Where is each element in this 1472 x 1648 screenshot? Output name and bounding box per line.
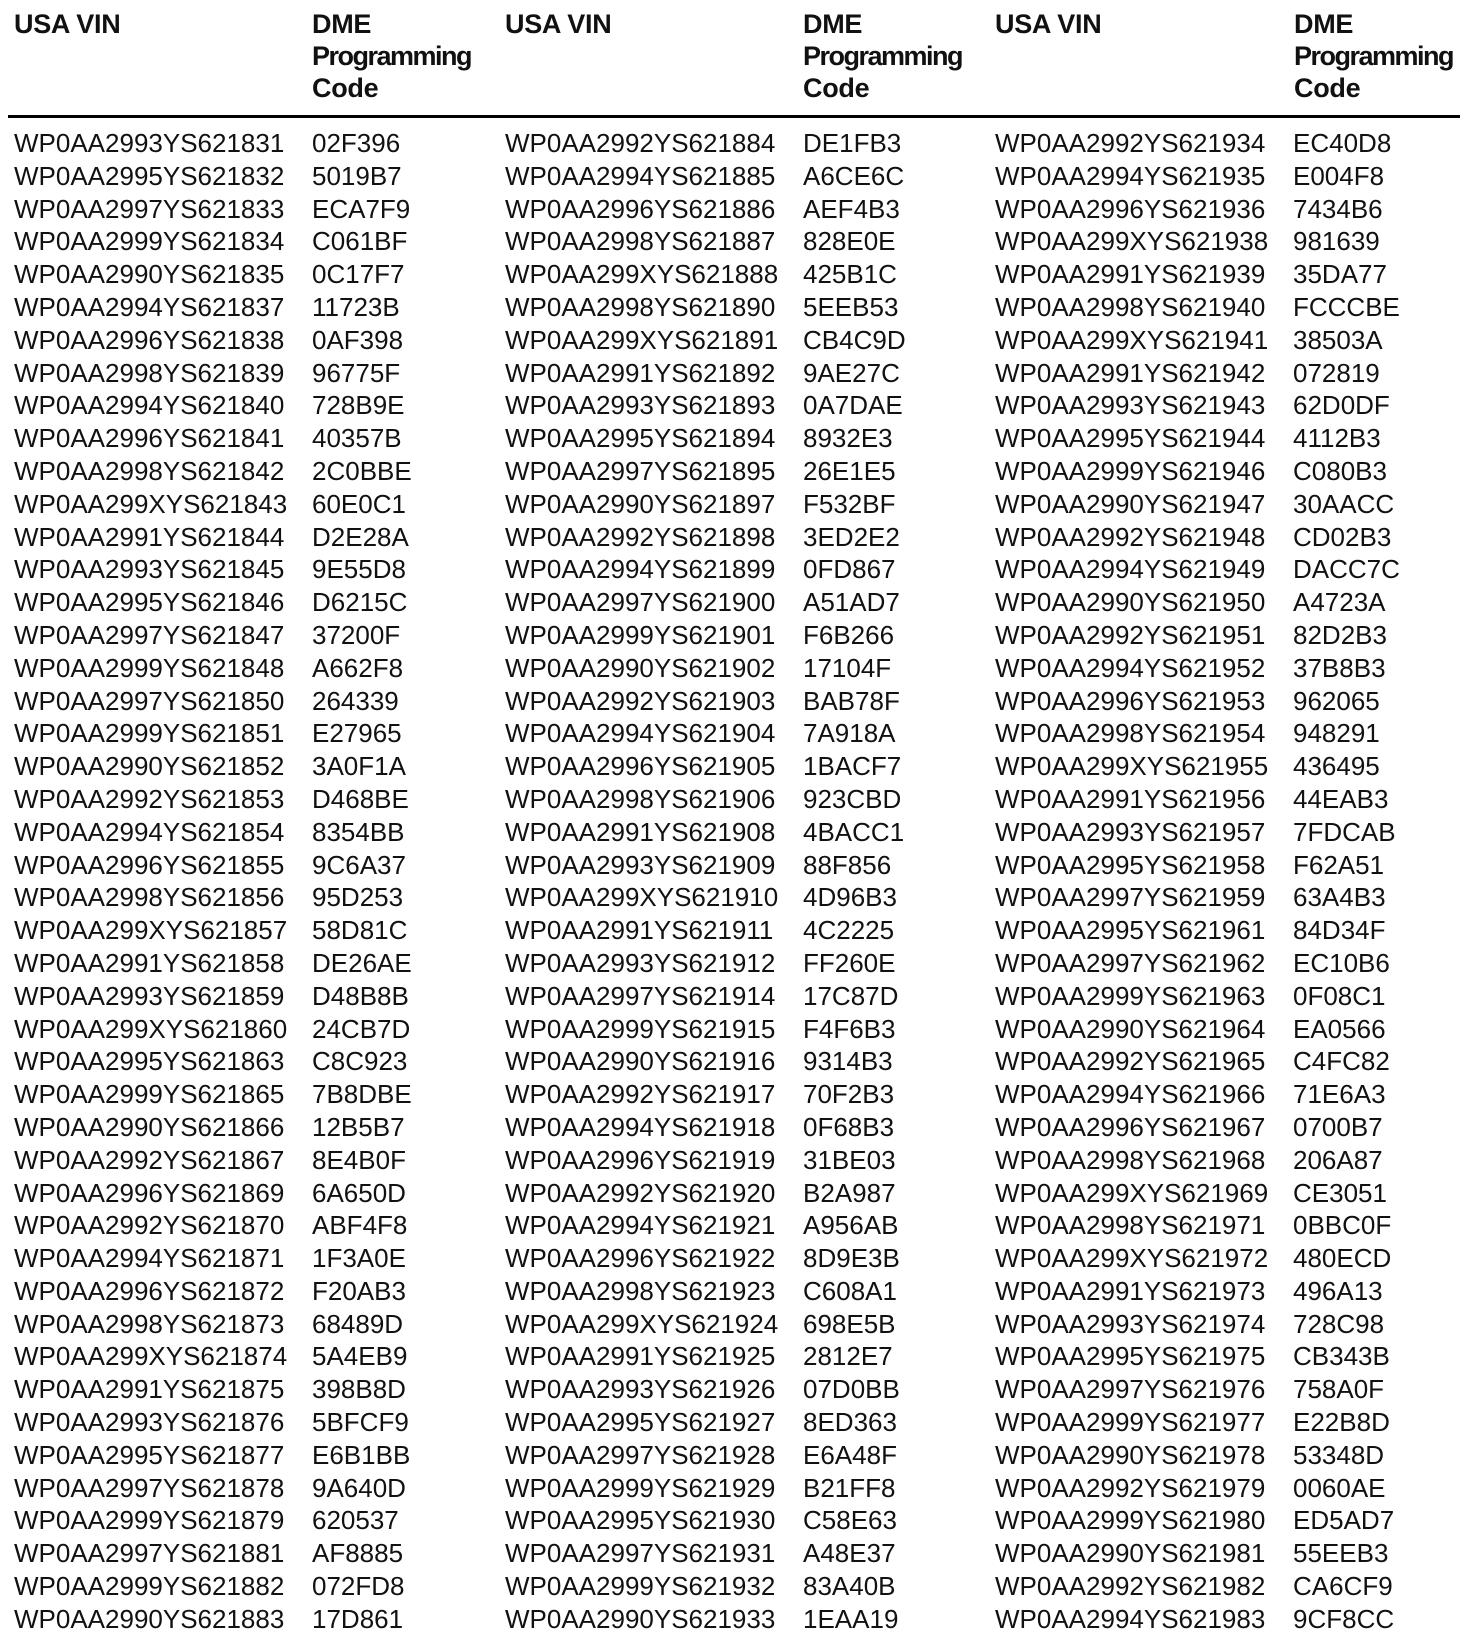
vin-cell: WP0AA2996YS621869 (14, 1177, 285, 1208)
dme-code-cell: 072FD8 (312, 1571, 405, 1602)
vin-cell: WP0AA2994YS621952 (995, 652, 1266, 683)
dme-code-cell: F6B266 (803, 619, 895, 650)
vin-cell: WP0AA2994YS621854 (14, 816, 285, 847)
vin-cell: WP0AA2994YS621840 (14, 390, 285, 421)
vin-cell: WP0AA2992YS621920 (505, 1177, 776, 1208)
dme-code-cell: 1BACF7 (803, 751, 902, 782)
vin-cell: WP0AA299XYS621910 (505, 882, 779, 913)
dme-code-cell: C4FC82 (1293, 1046, 1390, 1077)
dme-code-cell: 8932E3 (803, 423, 893, 454)
vin-cell: WP0AA2995YS621877 (14, 1439, 285, 1470)
dme-code-cell: 436495 (1293, 751, 1380, 782)
vin-cell: WP0AA2995YS621927 (505, 1407, 776, 1438)
vin-cell: WP0AA2991YS621844 (14, 521, 285, 552)
vin-cell: WP0AA299XYS621843 (14, 488, 288, 519)
dme-code-cell: 4BACC1 (803, 816, 905, 847)
dme-code-cell: 6A650D (312, 1177, 406, 1208)
dme-code-cell: DACC7C (1293, 554, 1400, 585)
dme-code-cell: E6B1BB (312, 1439, 411, 1470)
vin-cell: WP0AA2994YS621935 (995, 160, 1266, 191)
dme-code-cell: 1F3A0E (312, 1243, 406, 1274)
vin-cell: WP0AA2995YS621894 (505, 423, 776, 454)
dme-code-cell: E22B8D (1293, 1407, 1390, 1438)
dme-code-cell: CB343B (1293, 1341, 1390, 1372)
dme-code-cell: C608A1 (803, 1275, 897, 1306)
dme-code-cell: A662F8 (312, 652, 404, 683)
vin-cell: WP0AA2995YS621846 (14, 587, 285, 618)
vin-cell: WP0AA2998YS621890 (505, 291, 776, 322)
vin-cell: WP0AA2997YS621850 (14, 685, 285, 716)
vin-cell: WP0AA2997YS621962 (995, 947, 1266, 978)
vin-cell: WP0AA2994YS621871 (14, 1243, 285, 1274)
vin-cell: WP0AA299XYS621874 (14, 1341, 288, 1372)
header-usa-vin: USA VIN (14, 9, 121, 39)
dme-code-cell: A51AD7 (803, 587, 900, 618)
dme-code-cell: 923CBD (803, 783, 902, 814)
vin-cell: WP0AA2990YS621964 (995, 1013, 1266, 1044)
dme-code-cell: 88F856 (803, 849, 892, 880)
vin-cell: WP0AA299XYS621938 (995, 226, 1269, 257)
dme-code-cell: E6A48F (803, 1439, 897, 1470)
dme-code-cell: 4112B3 (1293, 423, 1381, 454)
vin-cell: WP0AA2998YS621971 (995, 1210, 1266, 1241)
dme-code-cell: DE26AE (312, 947, 412, 978)
vin-cell: WP0AA2999YS621848 (14, 652, 285, 683)
dme-code-cell: 264339 (312, 685, 399, 716)
vin-cell: WP0AA2999YS621915 (505, 1013, 776, 1044)
vin-cell: WP0AA2992YS621853 (14, 783, 285, 814)
vin-cell: WP0AA299XYS621888 (505, 259, 779, 290)
dme-code-cell: A4723A (1293, 587, 1386, 618)
vin-cell: WP0AA2999YS621834 (14, 226, 285, 257)
dme-code-cell: 4C2225 (803, 915, 895, 946)
dme-code-cell: BAB78F (803, 685, 900, 716)
vin-cell: WP0AA2999YS621879 (14, 1505, 285, 1536)
vin-cell: WP0AA2990YS621866 (14, 1111, 285, 1142)
vin-cell: WP0AA2992YS621867 (14, 1144, 285, 1175)
vin-cell: WP0AA2999YS621882 (14, 1571, 285, 1602)
dme-code-cell: 44EAB3 (1293, 783, 1389, 814)
dme-code-cell: 71E6A3 (1293, 1079, 1386, 1110)
vin-cell: WP0AA2991YS621892 (505, 357, 776, 388)
dme-code-cell: 7434B6 (1293, 193, 1383, 224)
dme-code-cell: 83A40B (803, 1571, 896, 1602)
vin-cell: WP0AA2992YS621982 (995, 1571, 1266, 1602)
vin-cell: WP0AA2994YS621983 (995, 1603, 1266, 1634)
dme-code-cell: 728C98 (1293, 1308, 1385, 1339)
dme-code-cell: 620537 (312, 1505, 399, 1536)
dme-code-cell: 9C6A37 (312, 849, 406, 880)
dme-code-cell: D6215C (312, 587, 408, 618)
vin-cell: WP0AA2992YS621934 (995, 128, 1266, 158)
vin-cell: WP0AA2999YS621929 (505, 1472, 776, 1503)
vin-cell: WP0AA2992YS621898 (505, 521, 776, 552)
dme-code-cell: 9E55D8 (312, 554, 406, 585)
vin-cell: WP0AA2991YS621911 (505, 915, 774, 946)
dme-code-cell: 480ECD (1293, 1243, 1392, 1274)
vin-cell: WP0AA2998YS621954 (995, 718, 1266, 749)
dme-code-cell: 58D81C (312, 915, 408, 946)
dme-code-cell: 8354BB (312, 816, 405, 847)
header-divider (8, 115, 1460, 118)
vin-cell: WP0AA2992YS621965 (995, 1046, 1266, 1077)
vin-cell: WP0AA2997YS621914 (505, 980, 776, 1011)
header-dme-line1: DME (312, 9, 372, 39)
vin-cell: WP0AA299XYS621972 (995, 1243, 1269, 1274)
header-dme-code (312, 8, 471, 104)
vin-cell: WP0AA2993YS621893 (505, 390, 776, 421)
dme-code-cell: 68489D (312, 1308, 404, 1339)
dme-code-cell: CD02B3 (1293, 521, 1392, 552)
vin-cell: WP0AA2992YS621979 (995, 1472, 1266, 1503)
vin-cell: WP0AA2997YS621959 (995, 882, 1266, 913)
vin-cell: WP0AA2996YS621855 (14, 849, 285, 880)
dme-code-cell: B2A987 (803, 1177, 896, 1208)
dme-code-cell: A48E37 (803, 1538, 896, 1569)
dme-code-cell: B21FF8 (803, 1472, 896, 1503)
dme-code-cell: ED5AD7 (1293, 1505, 1395, 1536)
dme-code-cell: 8E4B0F (312, 1144, 406, 1175)
vin-cell: WP0AA2990YS621852 (14, 751, 285, 782)
dme-code-cell: 0AF398 (312, 324, 404, 355)
dme-code-cell: 206A87 (1293, 1144, 1383, 1175)
dme-code-cell: A6CE6C (803, 160, 905, 191)
vin-cell: WP0AA299XYS621891 (505, 324, 779, 355)
dme-code-cell: 38503A (1293, 324, 1383, 355)
dme-code-cell: 0060AE (1293, 1472, 1386, 1503)
dme-code-cell: FCCCBE (1293, 291, 1400, 322)
dme-code-cell: 0C17F7 (312, 259, 405, 290)
vin-cell: WP0AA2997YS621878 (14, 1472, 285, 1503)
vin-cell: WP0AA2999YS621901 (505, 619, 776, 650)
vin-cell: WP0AA2990YS621902 (505, 652, 776, 683)
vin-cell: WP0AA2997YS621895 (505, 455, 776, 486)
vin-cell: WP0AA2996YS621838 (14, 324, 285, 355)
dme-code-cell: 07D0BB (803, 1374, 900, 1405)
dme-code-cell: 0700B7 (1293, 1111, 1383, 1142)
dme-code-cell: 828E0E (803, 226, 896, 257)
dme-code-cell: 62D0DF (1293, 390, 1390, 421)
dme-code-cell: 30AACC (1293, 488, 1395, 519)
vin-cell: WP0AA2993YS621831 (14, 128, 285, 158)
dme-code-cell: A956AB (803, 1210, 899, 1241)
vin-cell: WP0AA2996YS621919 (505, 1144, 776, 1175)
dme-code-cell: 24CB7D (312, 1013, 411, 1044)
vin-cell: WP0AA2997YS621976 (995, 1374, 1266, 1405)
vin-cell: WP0AA2991YS621942 (995, 357, 1266, 388)
vin-cell: WP0AA2998YS621968 (995, 1144, 1266, 1175)
dme-code-cell: 7FDCAB (1293, 816, 1396, 847)
vin-cell: WP0AA2993YS621957 (995, 816, 1266, 847)
dme-code-cell: AEF4B3 (803, 193, 900, 224)
vin-cell: WP0AA2992YS621951 (995, 619, 1266, 650)
vin-cell: WP0AA299XYS621860 (14, 1013, 288, 1044)
vin-cell: WP0AA2998YS621842 (14, 455, 285, 486)
vin-cell: WP0AA2998YS621839 (14, 357, 285, 388)
vin-cell: WP0AA299XYS621941 (995, 324, 1269, 355)
dme-code-cell: F62A51 (1293, 849, 1385, 880)
dme-code-cell: 70F2B3 (803, 1079, 895, 1110)
dme-code-cell: 31BE03 (803, 1144, 896, 1175)
dme-code-cell: 425B1C (803, 259, 897, 290)
dme-code-cell: ECA7F9 (312, 193, 411, 224)
vin-cell: WP0AA2991YS621973 (995, 1275, 1266, 1306)
vin-cell: WP0AA2997YS621881 (14, 1538, 285, 1569)
vin-cell: WP0AA2995YS621944 (995, 423, 1266, 454)
dme-code-cell: 8D9E3B (803, 1243, 900, 1274)
vin-cell: WP0AA2990YS621897 (505, 488, 776, 519)
header-dme-line3: Code (803, 73, 870, 103)
vin-cell: WP0AA2993YS621845 (14, 554, 285, 585)
dme-code-cell: DE1FB3 (803, 128, 902, 158)
vin-cell: WP0AA299XYS621955 (995, 751, 1269, 782)
dme-code-cell: 17D861 (312, 1603, 404, 1634)
vin-cell: WP0AA299XYS621857 (14, 915, 288, 946)
dme-code-cell: 7B8DBE (312, 1079, 412, 1110)
header-dme-line3: Code (1294, 73, 1361, 103)
dme-code-cell: D468BE (312, 783, 409, 814)
vin-cell: WP0AA2994YS621921 (505, 1210, 776, 1241)
header-dme-line1: DME (803, 9, 863, 39)
dme-code-cell: 02F396 (312, 128, 401, 158)
vin-cell: WP0AA2995YS621930 (505, 1505, 776, 1536)
vin-cell: WP0AA2991YS621875 (14, 1374, 285, 1405)
dme-code-cell: 9A640D (312, 1472, 406, 1503)
dme-code-cell: 3ED2E2 (803, 521, 900, 552)
dme-code-cell: 37B8B3 (1293, 652, 1386, 683)
dme-code-cell: 496A13 (1293, 1275, 1383, 1306)
vin-cell: WP0AA2990YS621916 (505, 1046, 776, 1077)
dme-code-cell: 9CF8CC (1293, 1603, 1395, 1634)
vin-cell: WP0AA2999YS621851 (14, 718, 285, 749)
dme-code-cell: AF8885 (312, 1538, 404, 1569)
dme-code-cell: 948291 (1293, 718, 1380, 749)
vin-cell: WP0AA2992YS621948 (995, 521, 1266, 552)
vin-cell: WP0AA2995YS621832 (14, 160, 285, 191)
vin-cell: WP0AA2994YS621885 (505, 160, 776, 191)
vin-cell: WP0AA2999YS621980 (995, 1505, 1266, 1536)
dme-code-cell: 5BFCF9 (312, 1407, 409, 1438)
vin-cell: WP0AA2994YS621949 (995, 554, 1266, 585)
vin-cell: WP0AA2992YS621903 (505, 685, 776, 716)
dme-code-cell: 63A4B3 (1293, 882, 1386, 913)
vin-cell: WP0AA2997YS621847 (14, 619, 285, 650)
header-usa-vin: USA VIN (505, 9, 612, 39)
vin-cell: WP0AA2995YS621975 (995, 1341, 1266, 1372)
dme-code-cell: EA0566 (1293, 1013, 1386, 1044)
dme-code-cell: 95D253 (312, 882, 404, 913)
dme-code-cell: EC10B6 (1293, 947, 1390, 978)
vin-cell: WP0AA2990YS621883 (14, 1603, 285, 1634)
vin-cell: WP0AA2993YS621859 (14, 980, 285, 1011)
vin-cell: WP0AA2997YS621833 (14, 193, 285, 224)
dme-code-cell: 55EEB3 (1293, 1538, 1389, 1569)
dme-code-cell: 981639 (1293, 226, 1380, 257)
vin-cell: WP0AA2991YS621956 (995, 783, 1266, 814)
vin-cell: WP0AA2999YS621977 (995, 1407, 1266, 1438)
vin-cell: WP0AA2996YS621953 (995, 685, 1266, 716)
dme-code-cell: D2E28A (312, 521, 409, 552)
dme-code-cell: E004F8 (1293, 160, 1385, 191)
header-dme-code (803, 8, 962, 104)
header-dme-line2: Programming (1294, 41, 1454, 71)
vin-cell: WP0AA2993YS621912 (505, 947, 776, 978)
vin-cell: WP0AA2991YS621858 (14, 947, 285, 978)
dme-code-cell: 17104F (803, 652, 892, 683)
vin-cell: WP0AA2990YS621835 (14, 259, 285, 290)
vin-cell: WP0AA2990YS621933 (505, 1603, 776, 1634)
header-dme-line3: Code (312, 73, 379, 103)
vin-cell: WP0AA2991YS621925 (505, 1341, 776, 1372)
dme-code-cell: 9AE27C (803, 357, 900, 388)
vin-cell: WP0AA2997YS621900 (505, 587, 776, 618)
dme-code-cell: 26E1E5 (803, 455, 896, 486)
dme-code-cell: C080B3 (1293, 455, 1387, 486)
dme-code-cell: 3A0F1A (312, 751, 406, 782)
dme-code-cell: ABF4F8 (312, 1210, 408, 1241)
vin-cell: WP0AA2995YS621863 (14, 1046, 285, 1077)
vin-cell: WP0AA2996YS621872 (14, 1275, 285, 1306)
header-dme-line2: Programming (312, 41, 472, 71)
dme-code-cell: 0F68B3 (803, 1111, 895, 1142)
vin-cell: WP0AA2993YS621876 (14, 1407, 285, 1438)
dme-code-cell: 398B8D (312, 1374, 406, 1405)
vin-cell: WP0AA2991YS621908 (505, 816, 776, 847)
header-usa-vin: USA VIN (995, 9, 1102, 39)
dme-code-cell: 8ED363 (803, 1407, 897, 1438)
dme-code-cell: 4D96B3 (803, 882, 897, 913)
dme-code-cell: 072819 (1293, 357, 1380, 388)
dme-code-cell: EC40D8 (1293, 128, 1392, 158)
dme-code-cell: 35DA77 (1293, 259, 1387, 290)
vin-cell: WP0AA2990YS621978 (995, 1439, 1266, 1470)
dme-code-cell: 5019B7 (312, 160, 402, 191)
vin-cell: WP0AA2996YS621936 (995, 193, 1266, 224)
dme-code-cell: F532BF (803, 488, 896, 519)
vin-cell: WP0AA2992YS621884 (505, 128, 776, 158)
vin-cell: WP0AA2990YS621950 (995, 587, 1266, 618)
vin-cell: WP0AA2999YS621963 (995, 980, 1266, 1011)
vin-cell: WP0AA2999YS621932 (505, 1571, 776, 1602)
dme-code-cell: CB4C9D (803, 324, 906, 355)
dme-code-cell: 96775F (312, 357, 401, 388)
dme-code-cell: D48B8B (312, 980, 409, 1011)
vin-cell: WP0AA2994YS621904 (505, 718, 776, 749)
dme-code-cell: 0A7DAE (803, 390, 903, 421)
vin-cell: WP0AA2996YS621905 (505, 751, 776, 782)
vin-cell: WP0AA2993YS621943 (995, 390, 1266, 421)
dme-code-cell: C8C923 (312, 1046, 408, 1077)
vin-cell: WP0AA2998YS621940 (995, 291, 1266, 322)
vin-cell: WP0AA2993YS621974 (995, 1308, 1266, 1339)
dme-code-cell: 40357B (312, 423, 402, 454)
vin-cell: WP0AA2996YS621886 (505, 193, 776, 224)
vin-cell: WP0AA2994YS621918 (505, 1111, 776, 1142)
dme-code-cell: 37200F (312, 619, 401, 650)
header-dme-line1: DME (1294, 9, 1354, 39)
vin-cell: WP0AA2991YS621939 (995, 259, 1266, 290)
dme-code-cell: 12B5B7 (312, 1111, 405, 1142)
dme-code-cell: F4F6B3 (803, 1013, 896, 1044)
vin-cell: WP0AA2996YS621922 (505, 1243, 776, 1274)
vin-cell: WP0AA2993YS621926 (505, 1374, 776, 1405)
header-dme-code (1294, 8, 1453, 104)
dme-code-cell: E27965 (312, 718, 402, 749)
vin-cell: WP0AA2997YS621931 (505, 1538, 776, 1569)
vin-cell: WP0AA2996YS621841 (14, 423, 285, 454)
vin-cell: WP0AA2995YS621958 (995, 849, 1266, 880)
vin-cell: WP0AA2994YS621966 (995, 1079, 1266, 1110)
dme-code-cell: CA6CF9 (1293, 1571, 1393, 1602)
dme-code-cell: CE3051 (1293, 1177, 1387, 1208)
dme-code-cell: 9314B3 (803, 1046, 893, 1077)
vin-cell: WP0AA2996YS621967 (995, 1111, 1266, 1142)
dme-code-cell: 5A4EB9 (312, 1341, 408, 1372)
vin-cell: WP0AA299XYS621924 (505, 1308, 779, 1339)
dme-code-cell: 60E0C1 (312, 488, 406, 519)
dme-code-cell: F20AB3 (312, 1275, 406, 1306)
dme-code-cell: 2812E7 (803, 1341, 893, 1372)
vin-cell: WP0AA2990YS621981 (995, 1538, 1266, 1569)
dme-code-cell: 1EAA19 (803, 1603, 899, 1634)
dme-code-cell: 53348D (1293, 1439, 1385, 1470)
dme-code-cell: 5EEB53 (803, 291, 899, 322)
vin-cell: WP0AA2999YS621865 (14, 1079, 285, 1110)
vin-cell: WP0AA2998YS621887 (505, 226, 776, 257)
dme-code-cell: 84D34F (1293, 915, 1386, 946)
dme-code-cell: 728B9E (312, 390, 405, 421)
vin-cell: WP0AA2994YS621837 (14, 291, 285, 322)
vin-cell: WP0AA299XYS621969 (995, 1177, 1269, 1208)
dme-code-cell: C58E63 (803, 1505, 897, 1536)
dme-code-cell: 11723B (312, 291, 400, 322)
dme-code-cell: 0FD867 (803, 554, 896, 585)
vin-cell: WP0AA2998YS621873 (14, 1308, 285, 1339)
vin-cell: WP0AA2998YS621906 (505, 783, 776, 814)
dme-code-cell: 758A0F (1293, 1374, 1385, 1405)
vin-cell: WP0AA2998YS621856 (14, 882, 285, 913)
header-dme-line2: Programming (803, 41, 963, 71)
table-header (0, 8, 1472, 108)
dme-code-cell: 2C0BBE (312, 455, 412, 486)
dme-code-cell: 698E5B (803, 1308, 896, 1339)
vin-cell: WP0AA2992YS621917 (505, 1079, 776, 1110)
vin-cell: WP0AA2995YS621961 (995, 915, 1266, 946)
dme-code-cell: 0BBC0F (1293, 1210, 1392, 1241)
vin-cell: WP0AA2994YS621899 (505, 554, 776, 585)
vin-cell: WP0AA2998YS621923 (505, 1275, 776, 1306)
dme-code-cell: C061BF (312, 226, 408, 257)
dme-code-cell: 17C87D (803, 980, 899, 1011)
dme-code-cell: FF260E (803, 947, 896, 978)
dme-code-cell: 962065 (1293, 685, 1380, 716)
dme-code-cell: 7A918A (803, 718, 896, 749)
dme-code-cell: 82D2B3 (1293, 619, 1387, 650)
dme-code-cell: 0F08C1 (1293, 980, 1386, 1011)
vin-cell: WP0AA2999YS621946 (995, 455, 1266, 486)
vin-cell: WP0AA2990YS621947 (995, 488, 1266, 519)
vin-cell: WP0AA2992YS621870 (14, 1210, 285, 1241)
vin-cell: WP0AA2997YS621928 (505, 1439, 776, 1470)
vin-cell: WP0AA2993YS621909 (505, 849, 776, 880)
